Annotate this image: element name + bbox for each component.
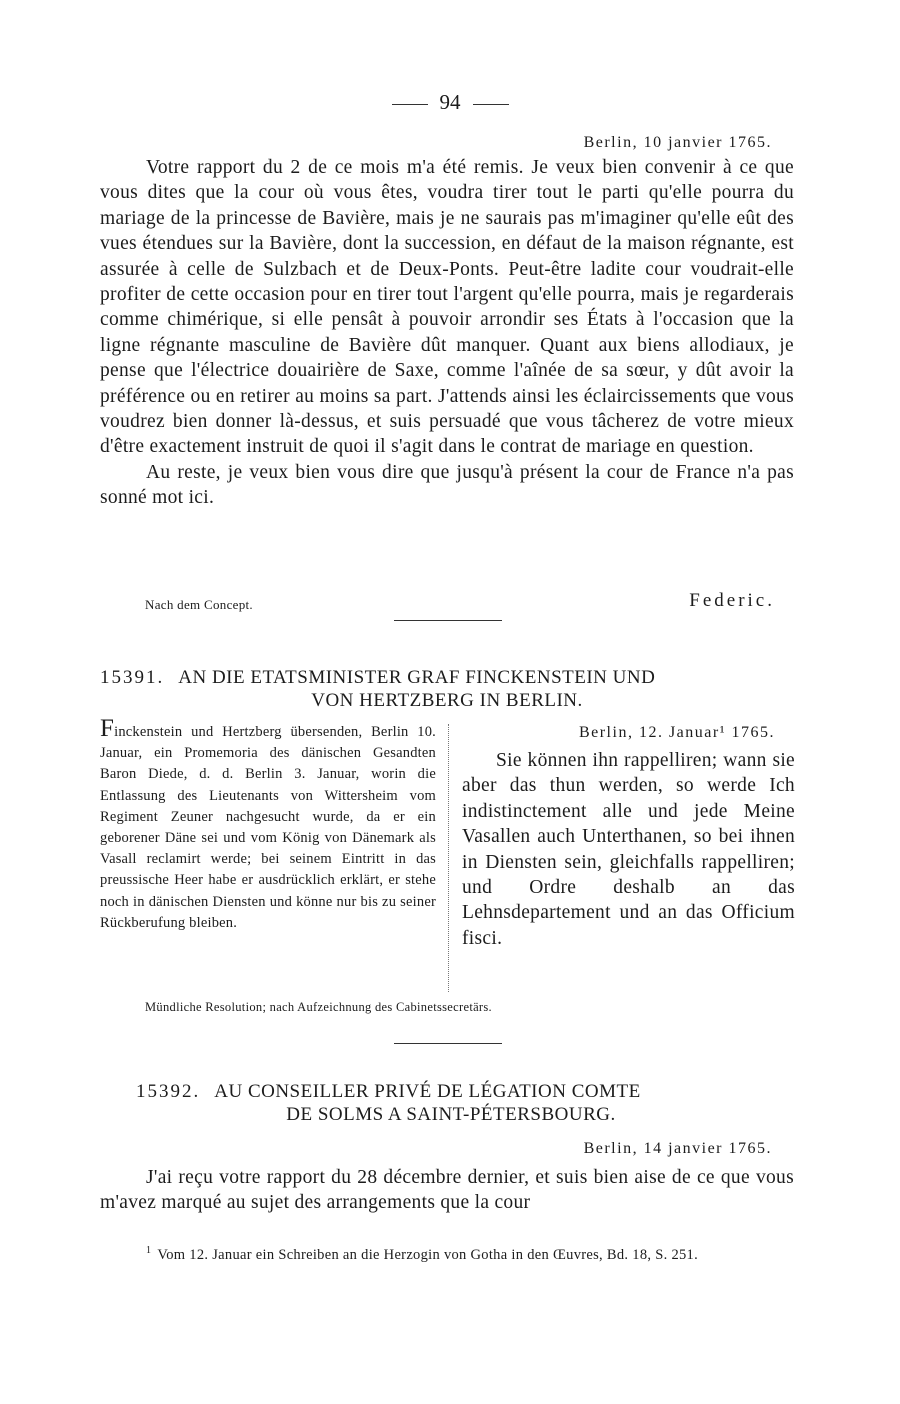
letter3-heading xyxy=(136,1080,766,1126)
footnote xyxy=(100,1240,794,1266)
letter1-signature: Federic. xyxy=(689,590,775,611)
footnote-text: Vom 12. Januar ein Schreiben an die Herzogin von Gotha in den Œuvres, Bd. 18, S. 251. xyxy=(157,1246,699,1263)
letter2-summary xyxy=(100,715,436,934)
letter3-heading-line2: DE SOLMS A SAINT-PÉTERSBOURG. xyxy=(286,1104,616,1125)
letter1-paragraph-2: Au reste, je veux bien vous dire que jusqu'à présent la cour de France n'a pas sonné mot ici. xyxy=(100,461,794,509)
section-divider-1 xyxy=(394,620,502,621)
column-divider xyxy=(448,724,449,992)
page-number: 94 xyxy=(439,90,461,114)
letter3-body xyxy=(100,1165,794,1216)
header-dash-right xyxy=(473,104,509,105)
letter2-reply xyxy=(462,748,795,951)
letter1-body xyxy=(100,155,794,511)
letter3-heading-line1: AU CONSEILLER PRIVÉ DE LÉGATION COMTE xyxy=(214,1081,641,1102)
footnote-marker: 1 xyxy=(146,1245,152,1256)
header-dash-left xyxy=(392,104,428,105)
section-divider-2 xyxy=(394,1043,502,1044)
summary-text: inckenstein und Hertzberg übersenden, Berlin 10. Januar, ein Promemoria des dänischen Gesandten Baron Diede, d. d. Berlin 3. Januar, worin die Entlassung des Lieutenants von Wittersheim vom Regiment Zeuner nachgesucht wurde, da er ein geborener Däne sei und vom König von Dänemark als Vasall reclamirt werde; bei seinem Eintritt in das preussische Heer habe er ausdrücklich erklärt, er stehe noch in dänischen Diensten und könne nur bis zu seiner Rückberufung bleiben. xyxy=(100,724,436,931)
letter2-number: 15391. xyxy=(100,667,165,688)
page-header xyxy=(0,90,900,115)
letter1-source-note: Nach dem Concept. xyxy=(145,597,253,612)
letter2-source-note: Mündliche Resolution; nach Aufzeichnung des Cabinetssecretärs. xyxy=(145,1000,492,1014)
letter3-paragraph-1: J'ai reçu votre rapport du 28 décembre dernier, et suis bien aise de ce que vous m'avez marqué au sujet des arrangements que la cour xyxy=(100,1167,794,1214)
letter1-paragraph-1: Votre rapport du 2 de ce mois m'a été remis. Je veux bien convenir à ce que vous dites que la cour où vous êtes, voudra tirer tout le parti qu'elle pourra du mariage de la princesse de Bavière, mais je ne saurais pas m'imaginer qu'elle eût des vues étendues sur la Bavière, dont la succession, en défaut de la maison régnante, est assurée à celle de Sulzbach et de Deux-Ponts. Peut-être ladite cour voudrait-elle profiter de cette occasion pour en tirer tout l'argent qu'elle pourra, mais je regarderais comme chimérique, si elle pensât à pouvoir arrondir ses États à l'occasion que la ligne régnante masculine de Bavière dût manquer. Quant aux biens allodiaux, je pense que l'électrice douairière de Saxe, comme l'aînée de sa sœur, y dût avoir la préférence ou en retirer au moins sa part. J'attends ainsi les éclaircissements que vous voudrez bien donner là-dessus, et suis persuadé que vous tâcherez de votre mieux d'être exactement instruit de quoi il s'agit dans le contrat de mariage en question. xyxy=(100,157,794,458)
letter2-heading-line1: AN DIE ETATSMINISTER GRAF FINCKENSTEIN UND xyxy=(178,667,656,688)
letter3-dateline: Berlin, 14 janvier 1765. xyxy=(583,1140,772,1157)
summary-initial: F xyxy=(100,715,115,742)
reply-text: Sie können ihn rappelliren; wann sie aber das thun werden, so werde Ich indistinctement alle und jede Meine Vasallen auch Unterthanen, so bei ihnen in Diensten sein, gleichfalls rappelliren; und Ordre deshalb an das Lehnsdepartement und an das Officium fisci. xyxy=(462,750,795,949)
letter2-heading xyxy=(100,666,794,712)
letter3-number: 15392. xyxy=(136,1081,201,1102)
letter2-dateline: Berlin, 12. Januar¹ 1765. xyxy=(578,724,775,741)
letter2-heading-line2: VON HERTZBERG IN BERLIN. xyxy=(311,690,583,711)
letter1-dateline: Berlin, 10 janvier 1765. xyxy=(583,134,772,151)
